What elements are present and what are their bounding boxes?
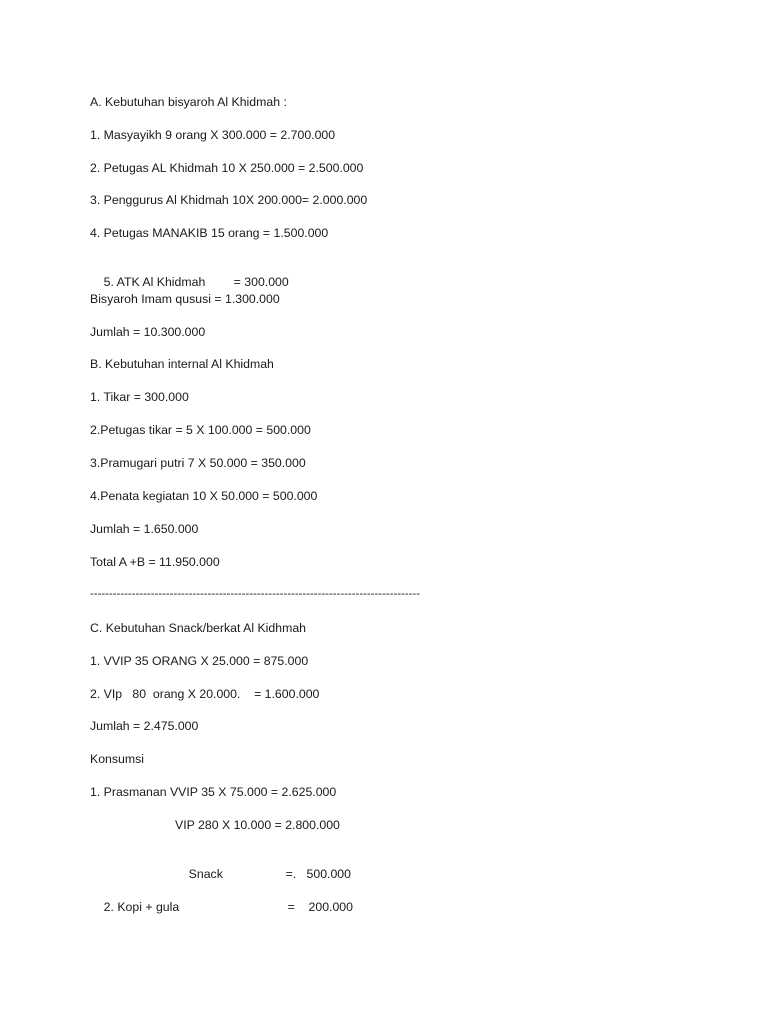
kopi-value: = 200.000 — [287, 900, 353, 914]
konsumsi-vip: VIP 280 X 10.000 = 2.800.000 — [175, 818, 340, 832]
divider-line: --------------------------------------------------------------------------------------- — [90, 588, 421, 600]
section-a-item-4: 4. Petugas MANAKIB 15 orang = 1.500.000 — [90, 226, 329, 240]
section-a-item-1: 1. Masyayikh 9 orang X 300.000 = 2.700.000 — [90, 128, 336, 142]
section-c-item-2: 2. VIp 80 orang X 20.000. = 1.600.000 — [90, 687, 320, 701]
section-b-item-3: 3.Pramugari putri 7 X 50.000 = 350.000 — [90, 456, 306, 470]
section-c-total: Jumlah = 2.475.000 — [90, 719, 199, 733]
section-c-item-1: 1. VVIP 35 ORANG X 25.000 = 875.000 — [90, 654, 309, 668]
section-b-item-4: 4.Penata kegiatan 10 X 50.000 = 500.000 — [90, 489, 318, 503]
grand-total: Total A +B = 11.950.000 — [90, 555, 220, 569]
konsumsi-prasmanan: 1. Prasmanan VVIP 35 X 75.000 = 2.625.000 — [90, 785, 337, 799]
section-c-heading: C. Kebutuhan Snack/berkat Al Kidhmah — [90, 621, 307, 635]
atk-label: 5. ATK Al Khidmah — [103, 275, 206, 289]
section-a-heading: A. Kebutuhan bisyaroh Al Khidmah : — [90, 95, 287, 109]
section-a-total: Jumlah = 10.300.000 — [90, 325, 206, 339]
konsumsi-heading: Konsumsi — [90, 752, 144, 766]
imam-qususi-line: Bisyaroh Imam qususi = 1.300.000 — [90, 292, 280, 306]
snack-value: =. 500.000 — [285, 867, 351, 881]
section-b-total: Jumlah = 1.650.000 — [90, 522, 199, 536]
konsumsi-kopi — [90, 883, 353, 931]
section-b-item-2: 2.Petugas tikar = 5 X 100.000 = 500.000 — [90, 423, 311, 437]
section-a-item-3: 3. Penggurus Al Khidmah 10X 200.000= 2.000.000 — [90, 193, 368, 207]
section-a-item-2: 2. Petugas AL Khidmah 10 X 250.000 = 2.500.000 — [90, 161, 364, 175]
section-b-heading: B. Kebutuhan internal Al Khidmah — [90, 357, 274, 371]
snack-label: Snack — [188, 867, 223, 881]
atk-value: = 300.000 — [233, 275, 289, 289]
section-b-item-1: 1. Tikar = 300.000 — [90, 390, 189, 404]
kopi-label: 2. Kopi + gula — [103, 900, 180, 914]
